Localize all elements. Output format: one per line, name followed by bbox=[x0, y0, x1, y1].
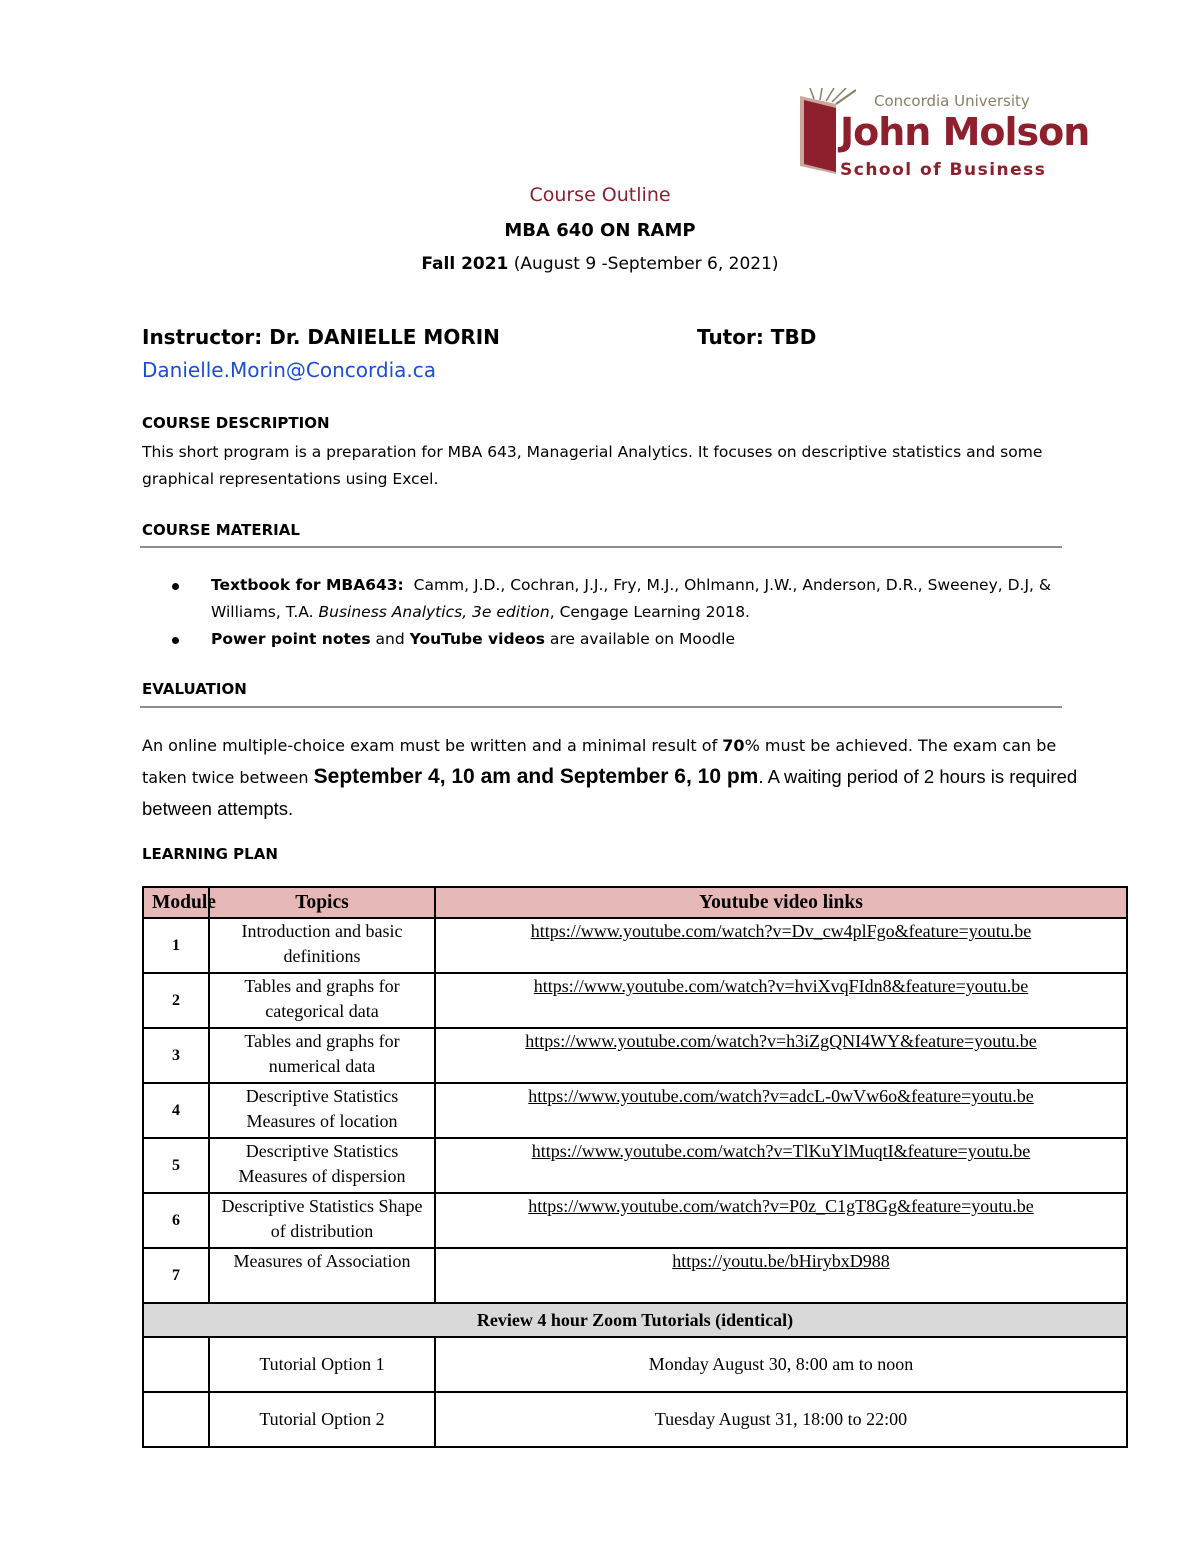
divider bbox=[140, 706, 1062, 708]
tutor-name: Tutor: TBD bbox=[697, 325, 817, 349]
textbook-title: Business Analytics, 3e edition bbox=[318, 603, 550, 621]
module-number: 5 bbox=[143, 1138, 209, 1193]
video-link[interactable]: https://www.youtube.com/watch?v=Dv_cw4plFgo&feature=youtu.be bbox=[530, 921, 1032, 941]
divider bbox=[140, 546, 1062, 548]
textbook-publisher: , Cengage Learning 2018. bbox=[549, 603, 750, 621]
table-row bbox=[143, 1193, 1127, 1248]
module-topic: Tables and graphs for numerical data bbox=[209, 1028, 435, 1083]
tutorial-time: Tuesday August 31, 18:00 to 22:00 bbox=[435, 1392, 1127, 1447]
videos-label: YouTube videos bbox=[409, 630, 545, 648]
module-topic: Descriptive Statistics Measures of dispersion bbox=[209, 1138, 435, 1193]
video-link[interactable]: https://www.youtube.com/watch?v=h3iZgQNI4WY&feature=youtu.be bbox=[525, 1031, 1037, 1051]
table-row bbox=[143, 1392, 1127, 1447]
material-list bbox=[172, 572, 1052, 653]
and-text: and bbox=[375, 630, 405, 648]
empty-cell bbox=[143, 1337, 209, 1392]
table-row bbox=[143, 1028, 1127, 1083]
module-topic: Descriptive Statistics Shape of distribution bbox=[209, 1193, 435, 1248]
video-link-cell bbox=[435, 973, 1127, 1028]
availability-text: are available on Moodle bbox=[549, 630, 736, 648]
table-row bbox=[143, 1138, 1127, 1193]
module-topic: Descriptive Statistics Measures of location bbox=[209, 1083, 435, 1138]
module-topic: Tables and graphs for categorical data bbox=[209, 973, 435, 1028]
course-description-text: This short program is a preparation for MBA 643, Managerial Analytics. It focuses on descriptive statistics and some graphical representations using Excel. bbox=[142, 443, 1043, 488]
bullet-icon bbox=[172, 583, 179, 590]
term-season: Fall 2021 bbox=[421, 254, 509, 274]
course-code: MBA 640 ON RAMP bbox=[504, 220, 696, 241]
video-link-cell bbox=[435, 1028, 1127, 1083]
table-row bbox=[143, 973, 1127, 1028]
tutorials-heading: Review 4 hour Zoom Tutorials (identical) bbox=[143, 1303, 1127, 1337]
learning-plan-heading: LEARNING PLAN bbox=[142, 845, 278, 863]
course-description-heading: COURSE DESCRIPTION bbox=[142, 414, 330, 432]
tutorial-time: Monday August 30, 8:00 am to noon bbox=[435, 1337, 1127, 1392]
list-item bbox=[172, 626, 1052, 653]
page-title: Course Outline bbox=[529, 184, 671, 206]
exam-dates: September 4, 10 am and September 6, 10 pm bbox=[313, 765, 759, 788]
logo-school: School of Business bbox=[840, 160, 1047, 180]
module-number: 3 bbox=[143, 1028, 209, 1083]
logo-name: John Molson bbox=[840, 110, 1090, 154]
video-link[interactable]: https://www.youtube.com/watch?v=hviXvqFIdn8&feature=youtu.be bbox=[533, 976, 1029, 996]
module-topic: Introduction and basic definitions bbox=[209, 918, 435, 973]
evaluation-text bbox=[142, 730, 1082, 825]
instructor-email-link[interactable]: Danielle.Morin@Concordia.ca bbox=[142, 358, 437, 382]
table-row bbox=[143, 1337, 1127, 1392]
jmsb-logo bbox=[796, 88, 1090, 183]
instructor-name: Instructor: Dr. DANIELLE MORIN bbox=[142, 325, 500, 349]
video-link[interactable]: https://youtu.be/bHirybxD988 bbox=[672, 1251, 890, 1271]
video-link[interactable]: https://www.youtube.com/watch?v=P0z_C1gT8Gg&feature=youtu.be bbox=[528, 1196, 1034, 1216]
evaluation-heading: EVALUATION bbox=[142, 680, 247, 698]
table-row bbox=[143, 918, 1127, 973]
term-dates: (August 9 -September 6, 2021) bbox=[513, 254, 779, 274]
pass-percent: 70 bbox=[722, 736, 745, 755]
tutorial-option: Tutorial Option 2 bbox=[209, 1392, 435, 1447]
eval-text-3: . A waiting period of 2 hours is required between attempts. bbox=[142, 766, 1078, 819]
video-link[interactable]: https://www.youtube.com/watch?v=adcL-0wVw6o&feature=youtu.be bbox=[528, 1086, 1034, 1106]
tutorial-option: Tutorial Option 1 bbox=[209, 1337, 435, 1392]
table-row bbox=[143, 1248, 1127, 1303]
tutorials-section-row bbox=[143, 1303, 1127, 1337]
video-link[interactable]: https://www.youtube.com/watch?v=TlKuYlMuqtI&feature=youtu.be bbox=[531, 1141, 1031, 1161]
logo-university: Concordia University bbox=[874, 92, 1030, 110]
empty-cell bbox=[143, 1392, 209, 1447]
video-link-cell bbox=[435, 1083, 1127, 1138]
column-header-topics: Topics bbox=[209, 887, 435, 918]
table-row bbox=[143, 1083, 1127, 1138]
table-header-row bbox=[143, 887, 1127, 918]
column-header-module: Module bbox=[143, 887, 209, 918]
textbook-authors: Camm, J.D., Cochran, J.J., Fry, M.J., Ohlmann, J.W., Anderson, D.R., Sweeney, D.J, & Williams, T.A. bbox=[211, 576, 1051, 621]
video-link-cell bbox=[435, 1138, 1127, 1193]
video-link-cell bbox=[435, 1248, 1127, 1303]
column-header-links: Youtube video links bbox=[435, 887, 1127, 918]
list-item bbox=[172, 572, 1052, 626]
bullet-icon bbox=[172, 637, 179, 644]
module-number: 7 bbox=[143, 1248, 209, 1303]
course-term bbox=[0, 254, 1200, 274]
video-link-cell bbox=[435, 918, 1127, 973]
eval-text-1: An online multiple-choice exam must be written and a minimal result of bbox=[142, 736, 718, 755]
video-link-cell bbox=[435, 1193, 1127, 1248]
module-number: 1 bbox=[143, 918, 209, 973]
learning-plan-table bbox=[142, 886, 1128, 1448]
textbook-label: Textbook for MBA643: bbox=[211, 576, 404, 594]
module-topic: Measures of Association bbox=[209, 1248, 435, 1303]
module-number: 4 bbox=[143, 1083, 209, 1138]
course-material-heading: COURSE MATERIAL bbox=[142, 521, 300, 539]
eval-text-2: % must be achieved. The exam can be taken twice between bbox=[142, 736, 1057, 787]
module-number: 6 bbox=[143, 1193, 209, 1248]
notes-label: Power point notes bbox=[211, 630, 371, 648]
module-number: 2 bbox=[143, 973, 209, 1028]
